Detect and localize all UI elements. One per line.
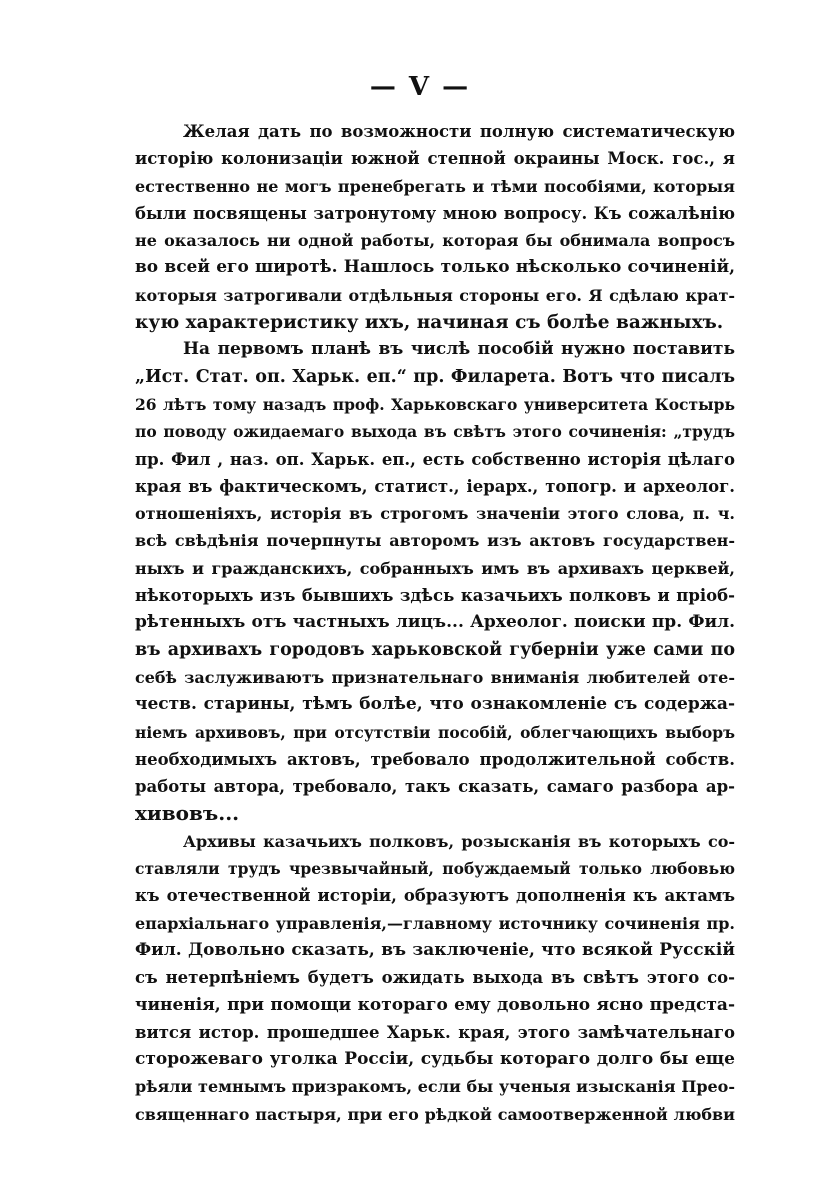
text-line: нѣкоторыхъ изъ бывшихъ здѣсь казачьихъ полковъ и пріоб-: [135, 586, 735, 606]
text-line: по поводу ожидаемаго выхода въ свѣтъ этого сочиненія: „трудъ: [135, 422, 735, 442]
text-line: работы автора, требовало, такъ сказать, самаго разбора ар-: [135, 777, 735, 797]
text-line: чиненія, при помощи котораго ему довольно ясно предста-: [135, 994, 735, 1015]
paragraph-3: [135, 828, 735, 1128]
text-line: ныхъ и гражданскихъ, собранныхъ имъ въ архивахъ церквей,: [135, 558, 735, 578]
text-line: отношеніяхъ, исторія въ строгомъ значеніи этого слова, п. ч.: [135, 504, 735, 524]
text-line: 26 лѣтъ тому назадъ проф. Харьковскаго университета Костырь: [135, 394, 735, 414]
text-line: хивовъ...: [135, 801, 240, 826]
text-line: вится истор. прошедшее Харьк. края, этого замѣчательнаго: [135, 1022, 735, 1042]
text-line: къ отечественной исторіи, образуютъ дополненія къ актамъ: [135, 886, 735, 906]
text-line: себѣ заслуживаютъ признательнаго вниманія любителей оте-: [135, 667, 735, 687]
text-line: рѣтенныхъ отъ частныхъ лицъ... Археолог. поиски пр. Фил.: [135, 612, 735, 633]
text-line: рѣяли темнымъ призракомъ, если бы ученыя изысканія Прео-: [135, 1077, 735, 1097]
text-line: кую характеристику ихъ, начиная съ болѣе важныхъ.: [135, 312, 724, 334]
text-line: епархіальнаго управленія,—главному источнику сочиненія пр.: [135, 913, 735, 933]
text-line: сторожеваго уголка Россіи, судьбы котораго долго бы еще: [135, 1049, 735, 1070]
text-line: „Ист. Стат. оп. Харьк. еп.“ пр. Филарета. Вотъ что писалъ: [135, 366, 735, 387]
text-line: честв. старины, тѣмъ болѣе, что ознакомленіе съ содержа-: [135, 694, 735, 715]
text-line: Архивы казачьихъ полковъ, розысканія въ которыхъ со-: [183, 831, 735, 851]
text-line: Желая дать по возможности полную систематическую: [183, 122, 735, 141]
paragraph-2: [135, 336, 735, 827]
text-line: пр. Фил , наз. оп. Харьк. еп., есть собственно исторія цѣлаго: [135, 449, 735, 469]
text-line: не оказалось ни одной работы, которая бы обнимала вопросъ: [135, 231, 735, 251]
text-line: Фил. Довольно сказать, въ заключеніе, что всякой Русскій: [135, 939, 735, 960]
text-line: были посвящены затронутому мною вопросу. Къ сожалѣнію: [135, 203, 735, 223]
text-line: края въ фактическомъ, статист., іерарх., топогр. и археолог.: [135, 476, 735, 496]
text-line: въ архивахъ городовъ харьковской губерніи уже сами по: [135, 639, 735, 660]
text-line: На первомъ планѣ въ числѣ пособій нужно поставить: [183, 339, 735, 360]
text-line: ніемъ архивовъ, при отсутствіи пособій, облегчающихъ выборъ: [135, 722, 735, 742]
text-line: исторію колонизаціи южной степной окраины Моск. гос., я: [135, 149, 735, 169]
text-line: которыя затрогивали отдѣльныя стороны его. Я сдѣлаю крат-: [135, 285, 735, 305]
page-number: — V —: [369, 72, 471, 102]
text-line: во всей его широтѣ. Нашлось только нѣсколько сочиненій,: [135, 257, 735, 278]
paragraph-1: [135, 118, 735, 336]
text-line: всѣ свѣдѣнія почерпнуты авторомъ изъ актовъ государствен-: [135, 531, 735, 551]
text-line: ставляли трудъ чрезвычайный, побуждаемый только любовью: [135, 859, 735, 879]
body-text: [135, 118, 735, 1128]
text-line: съ нетерпѣніемъ будетъ ожидать выхода въ свѣтъ этого со-: [135, 968, 735, 988]
text-line: священнаго пастыря, при его рѣдкой самоотверженной любви: [135, 1104, 735, 1124]
text-line: необходимыхъ актовъ, требовало продолжительной собств.: [135, 749, 735, 769]
text-line: естественно не могъ пренебрегать и тѣми пособіями, которыя: [135, 176, 735, 196]
